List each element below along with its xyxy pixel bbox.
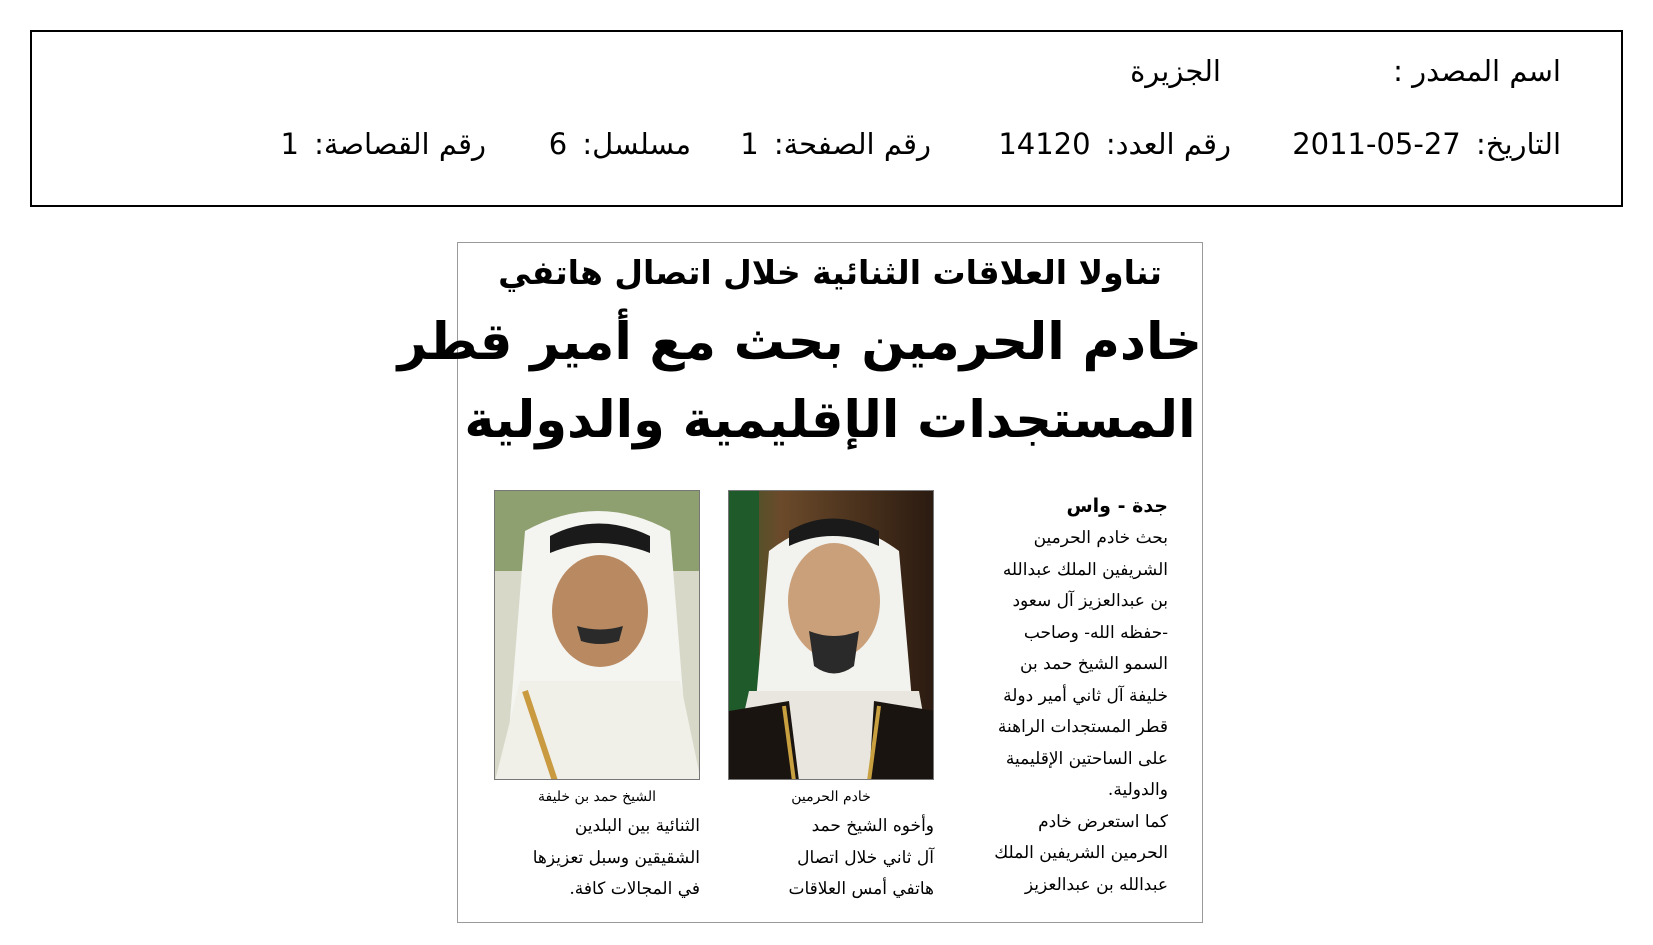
article-column-1 xyxy=(968,523,1168,901)
article-column-3 xyxy=(494,811,700,906)
article-text-line: قطر المستجدات الراهنة xyxy=(997,717,1168,737)
portrait-image xyxy=(495,491,700,780)
article-text-line: الثنائية بين البلدين xyxy=(574,816,700,836)
source-value-row xyxy=(1130,54,1221,88)
article-text-line: خليفة آل ثاني أمير دولة xyxy=(1003,685,1168,706)
article-text-line: والدولية. xyxy=(1107,780,1168,800)
issue-label: رقم العدد: xyxy=(1105,127,1231,161)
article-text-line: الشقيقين وسبل تعزيزها xyxy=(532,847,700,868)
source-row xyxy=(1393,54,1561,88)
page-value: 1 xyxy=(740,127,759,161)
clip-number-value: 1 xyxy=(280,127,299,161)
issue-value: 14120 xyxy=(998,127,1091,161)
date-label: التاريخ: xyxy=(1475,127,1561,161)
article-text-line: آل ثاني خلال اتصال xyxy=(797,847,934,868)
source-value: الجزيرة xyxy=(1130,54,1221,88)
king-abdullah-photo xyxy=(728,490,934,780)
article-text-line: بن عبدالعزيز آل سعود xyxy=(1012,591,1168,611)
article-kicker: تناولا العلاقات الثنائية خلال اتصال هاتفي xyxy=(498,253,1162,292)
article-text-line: -حفظه الله- وصاحب xyxy=(1023,622,1168,643)
article-headline-line2: المستجدات الإقليمية والدولية xyxy=(464,391,1196,450)
page-field xyxy=(740,127,931,161)
article-text-line: بحث خادم الحرمين xyxy=(1033,528,1168,548)
portrait-image xyxy=(729,491,934,780)
issue-field xyxy=(998,127,1231,161)
clip-number-field xyxy=(280,127,486,161)
sheikh-hamad-photo xyxy=(494,490,700,780)
date-value: 2011-05-27 xyxy=(1292,127,1461,161)
page-label: رقم الصفحة: xyxy=(773,127,931,161)
serial-label: مسلسل: xyxy=(582,127,691,161)
king-photo-caption: خادم الحرمين xyxy=(791,789,871,805)
article-dateline: جدة - واس xyxy=(1066,495,1168,517)
newspaper-clipping xyxy=(397,242,1203,923)
clipping-metadata-box xyxy=(30,30,1623,207)
article-text-line: كما استعرض خادم xyxy=(1038,811,1168,832)
clip-number-label: رقم القصاصة: xyxy=(314,127,486,161)
article-text-line: هاتفي أمس العلاقات xyxy=(788,879,934,899)
article-text-line: في المجالات كافة. xyxy=(569,879,700,899)
article-text-line: الشريفين الملك عبدالله xyxy=(1002,559,1168,580)
article-text-line: عبدالله بن عبدالعزيز xyxy=(1024,874,1168,895)
article-headline-line1: خادم الحرمين بحث مع أمير قطر xyxy=(397,313,1202,372)
article-text-line: وأخوه الشيخ حمد xyxy=(811,816,934,836)
sheikh-photo-caption: الشيخ حمد بن خليفة xyxy=(537,789,656,805)
serial-field xyxy=(549,127,691,161)
serial-value: 6 xyxy=(548,127,568,161)
article-column-2 xyxy=(728,811,934,906)
date-field xyxy=(1292,127,1561,161)
article-text-line: على الساحتين الإقليمية xyxy=(1005,748,1168,769)
source-label: اسم المصدر : xyxy=(1393,54,1561,88)
article-text-line: الحرمين الشريفين الملك xyxy=(994,843,1168,863)
article-text-line: السمو الشيخ حمد بن xyxy=(1020,654,1168,674)
